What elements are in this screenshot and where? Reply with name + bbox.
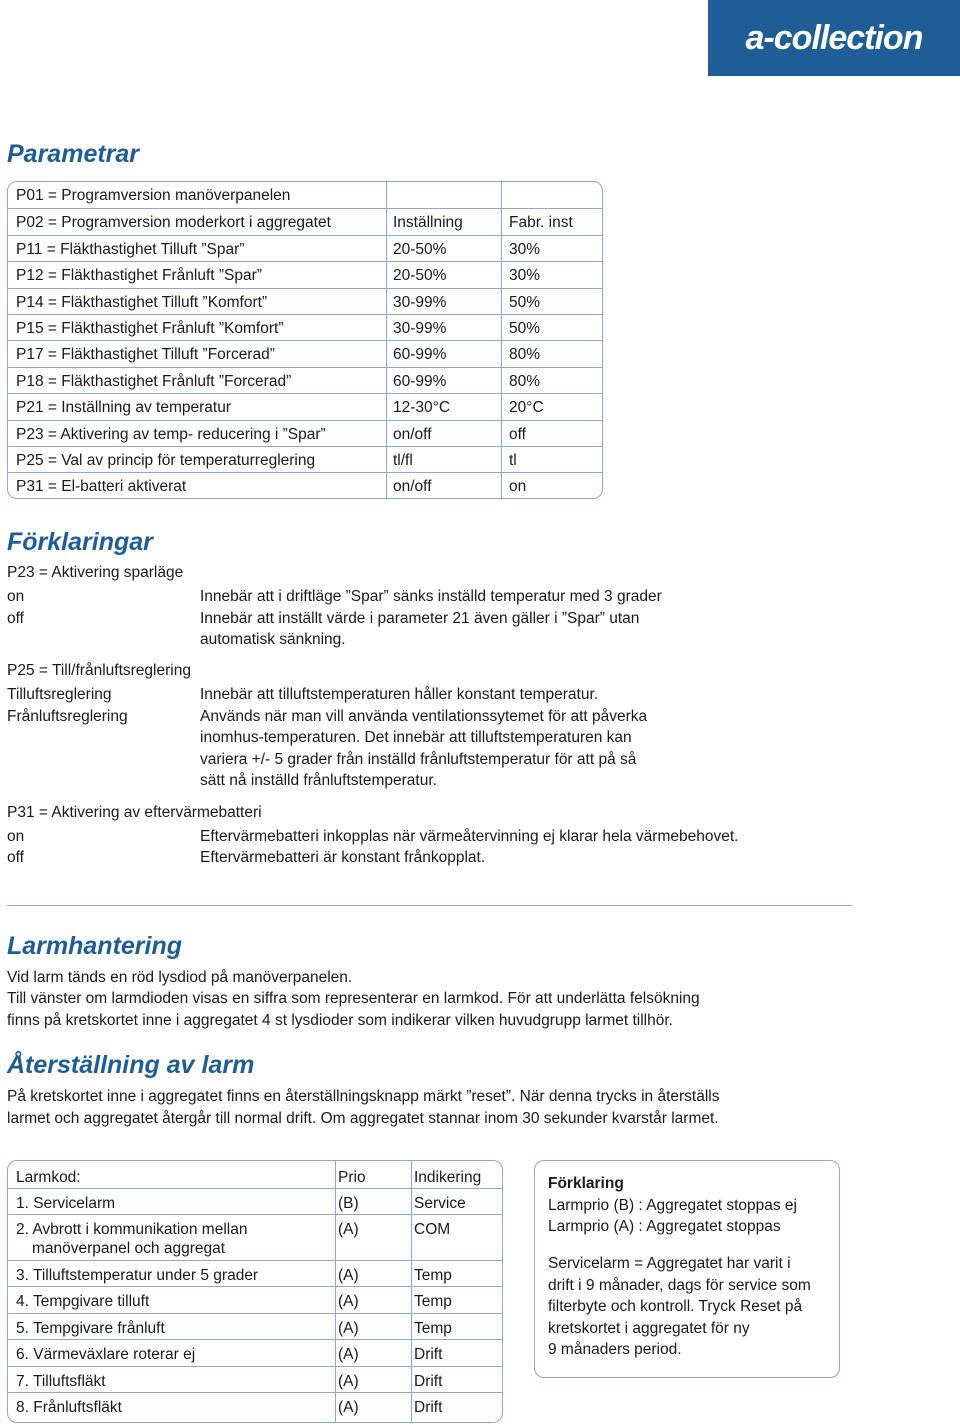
parameter-name: P21 = Inställning av temperatur (16, 399, 231, 417)
alarm-indikering: COM (414, 1221, 451, 1238)
alarm-indikering: Temp (414, 1267, 452, 1284)
p23-on-text: Innebär att i driftläge ”Spar” sänks inställd temperatur med 3 grader (200, 588, 662, 605)
parameter-range: tl/fl (393, 452, 413, 469)
p31-off-text: Eftervärmebatteri är konstant frånkopplat. (200, 849, 486, 866)
alarm-header-indikering: Indikering (414, 1169, 482, 1186)
alarm-prio: (A) (338, 1373, 359, 1390)
p23-off-label: off (7, 610, 24, 627)
p31-on-label: on (7, 828, 25, 845)
parameter-name: P12 = Fläkthastighet Frånluft ”Spar” (16, 267, 262, 285)
parameter-row (8, 208, 602, 235)
p25-fran-text-2: inomhus-temperaturen. Det innebär att tilluftstemperaturen kan (200, 729, 632, 746)
p23-on-label: on (7, 588, 25, 605)
alarm-indikering: Service (414, 1195, 466, 1212)
brand-logo: a-collection (708, 0, 960, 76)
parameter-row (8, 367, 602, 394)
parameter-range: 30-99% (393, 320, 447, 337)
p31-title: P31 = Aktivering av eftervärmebatteri (7, 804, 262, 821)
alarm-indikering: Drift (414, 1346, 443, 1363)
parameter-row (8, 340, 602, 367)
parameter-default: off (509, 425, 526, 443)
alarm-header-prio: Prio (338, 1169, 366, 1186)
alarm-indikering: Drift (414, 1399, 443, 1416)
parameter-name: P15 = Fläkthastighet Frånluft ”Komfort” (16, 320, 284, 337)
alarm-prio: (A) (338, 1346, 359, 1363)
alarm-row (8, 1188, 502, 1215)
parameter-name: P11 = Fläkthastighet Tilluft ”Spar” (16, 240, 245, 258)
parameter-range: 30-99% (393, 293, 447, 311)
alarm-code: 2. Avbrott i kommunikation mellan (16, 1221, 248, 1238)
parameter-default: 50% (509, 293, 541, 311)
parameter-name: P25 = Val av princip för temperaturreglering (16, 452, 316, 469)
larmhantering-line-2: Till vänster om larmdioden visas en siffra som representerar en larmkod. För att underlätta felsökning (7, 990, 700, 1007)
larmhantering-line-1: Vid larm tänds en röd lysdiod på manöverpanelen. (7, 969, 353, 986)
alarm-row (8, 1214, 502, 1261)
p25-fran-text-1: Används när man vill använda ventilationssytemet för att påverka (200, 708, 648, 725)
section-divider (7, 905, 852, 906)
parameter-default: 30% (509, 240, 541, 258)
p25-till-label: Tilluftsreglering (7, 686, 112, 703)
alarm-code: 7. Tilluftsfläkt (16, 1373, 106, 1390)
p25-title: P25 = Till/frånluftsreglering (7, 662, 191, 679)
alarm-row (8, 1339, 502, 1367)
alarm-indikering: Drift (414, 1373, 443, 1390)
p25-fran-label: Frånluftsreglering (7, 708, 128, 725)
alarm-code: 6. Värmeväxlare roterar ej (16, 1346, 196, 1363)
parameter-table (7, 181, 603, 499)
parameter-name: P01 = Programversion manöverpanelen (16, 187, 291, 204)
p23-off-text-2: automatisk sänkning. (200, 631, 346, 648)
p25-fran-text-4: sätt nå inställd frånluftstemperatur. (200, 772, 437, 789)
parameter-row (8, 393, 602, 420)
parameter-default: tl (509, 452, 517, 469)
parameter-row (8, 261, 602, 288)
alarm-prio: (A) (338, 1293, 359, 1310)
parameter-name: P31 = El-batteri aktiverat (16, 478, 187, 496)
alarm-prio: (A) (338, 1320, 359, 1337)
aterstallning-heading: Återställning av larm (7, 1051, 255, 1079)
note-title: Förklaring (548, 1175, 624, 1192)
note-line-5: filterbyte och kontroll. Tryck Reset på (548, 1298, 803, 1315)
parameter-default: 50% (509, 320, 541, 337)
parameter-name: P17 = Fläkthastighet Tilluft ”Forcerad” (16, 346, 275, 364)
alarm-table (7, 1160, 503, 1423)
parameter-row (8, 182, 602, 208)
parameter-range: 12-30°C (393, 399, 451, 417)
alarm-explanation-box (534, 1160, 840, 1378)
p31-on-text: Eftervärmebatteri inkopplas när värmeåtervinning ej klarar hela värmebehovet. (200, 828, 739, 845)
alarm-prio: (A) (338, 1399, 359, 1416)
parameter-row (8, 288, 602, 315)
alarm-code: 8. Frånluftsfläkt (16, 1399, 122, 1416)
parameter-row (8, 446, 602, 473)
parameter-default: 20°C (509, 399, 544, 417)
note-line-1: Larmprio (B) : Aggregatet stoppas ej (548, 1197, 797, 1214)
parameter-name: P23 = Aktivering av temp- reducering i ”Spar” (16, 425, 326, 443)
parameter-name: P14 = Fläkthastighet Tilluft ”Komfort” (16, 293, 268, 311)
alarm-code: 3. Tilluftstemperatur under 5 grader (16, 1267, 259, 1284)
parameter-range: on/off (393, 425, 432, 443)
aterstallning-line-2: larmet och aggregatet återgår till normal drift. Om aggregatet stannar inom 30 sekunder kvarstår larmet. (7, 1110, 719, 1127)
parameter-default: 30% (509, 267, 541, 285)
parameter-range: 60-99% (393, 372, 447, 390)
parameter-range: on/off (393, 478, 432, 496)
parameter-row (8, 235, 602, 262)
parameter-range: 20-50% (393, 240, 447, 258)
parameter-row (8, 420, 602, 447)
p23-title: P23 = Aktivering sparläge (7, 564, 184, 581)
parameter-range: 20-50% (393, 267, 447, 285)
parameter-row (8, 314, 602, 341)
p23-off-text-1: Innebär att inställt värde i parameter 21 även gäller i ”Spar” utan (200, 610, 640, 627)
alarm-indikering: Temp (414, 1293, 452, 1310)
parameter-name: P18 = Fläkthastighet Frånluft ”Forcerad” (16, 372, 292, 390)
parameter-range: Inställning (393, 214, 463, 232)
p25-fran-text-3: variera +/- 5 grader från inställd frånluftstemperatur för att på så (200, 751, 637, 768)
alarm-prio: (B) (338, 1195, 359, 1212)
p31-off-label: off (7, 849, 24, 866)
note-line-6: kretskortet i aggregatet för ny (548, 1320, 750, 1337)
aterstallning-line-1: På kretskortet inne i aggregatet finns en återställningsknapp märkt ”reset”. När denna trycks in återställs (7, 1088, 720, 1105)
parameter-default: 80% (509, 346, 541, 364)
alarm-code: 1. Servicelarm (16, 1195, 116, 1212)
note-line-3: Servicelarm = Aggregatet har varit i (548, 1255, 791, 1272)
parameter-range: 60-99% (393, 346, 447, 364)
parameter-default: 80% (509, 372, 541, 390)
alarm-indikering: Temp (414, 1320, 452, 1337)
larmhantering-line-3: finns på kretskortet inne i aggregatet 4 st lysdioder som indikerar vilken huvudgrupp larmet tillhör. (7, 1012, 673, 1029)
p25-till-text: Innebär att tilluftstemperaturen håller konstant temperatur. (200, 686, 599, 703)
larmhantering-heading: Larmhantering (7, 932, 183, 960)
forklaringar-heading: Förklaringar (7, 528, 153, 556)
note-line-4: drift i 9 månader, dags för service som (548, 1277, 811, 1294)
note-line-7: 9 månaders period. (548, 1341, 682, 1358)
alarm-code: 4. Tempgivare tilluft (16, 1293, 150, 1310)
note-line-2: Larmprio (A) : Aggregatet stoppas (548, 1218, 781, 1235)
alarm-code: 5. Tempgivare frånluft (16, 1320, 165, 1337)
alarm-row (8, 1286, 502, 1314)
alarm-row (8, 1392, 502, 1423)
alarm-prio: (A) (338, 1267, 359, 1284)
parameter-row (8, 472, 602, 499)
alarm-row (8, 1366, 502, 1393)
alarm-code-continued: manöverpanel och aggregat (32, 1240, 226, 1257)
alarm-row (8, 1260, 502, 1287)
parameter-default: on (509, 478, 527, 496)
alarm-row (8, 1313, 502, 1340)
parameter-name: P02 = Programversion moderkort i aggregatet (16, 214, 331, 232)
parametrar-heading: Parametrar (7, 140, 140, 168)
parameter-default: Fabr. inst (509, 214, 573, 232)
alarm-prio: (A) (338, 1221, 359, 1238)
alarm-header-code: Larmkod: (16, 1169, 81, 1186)
